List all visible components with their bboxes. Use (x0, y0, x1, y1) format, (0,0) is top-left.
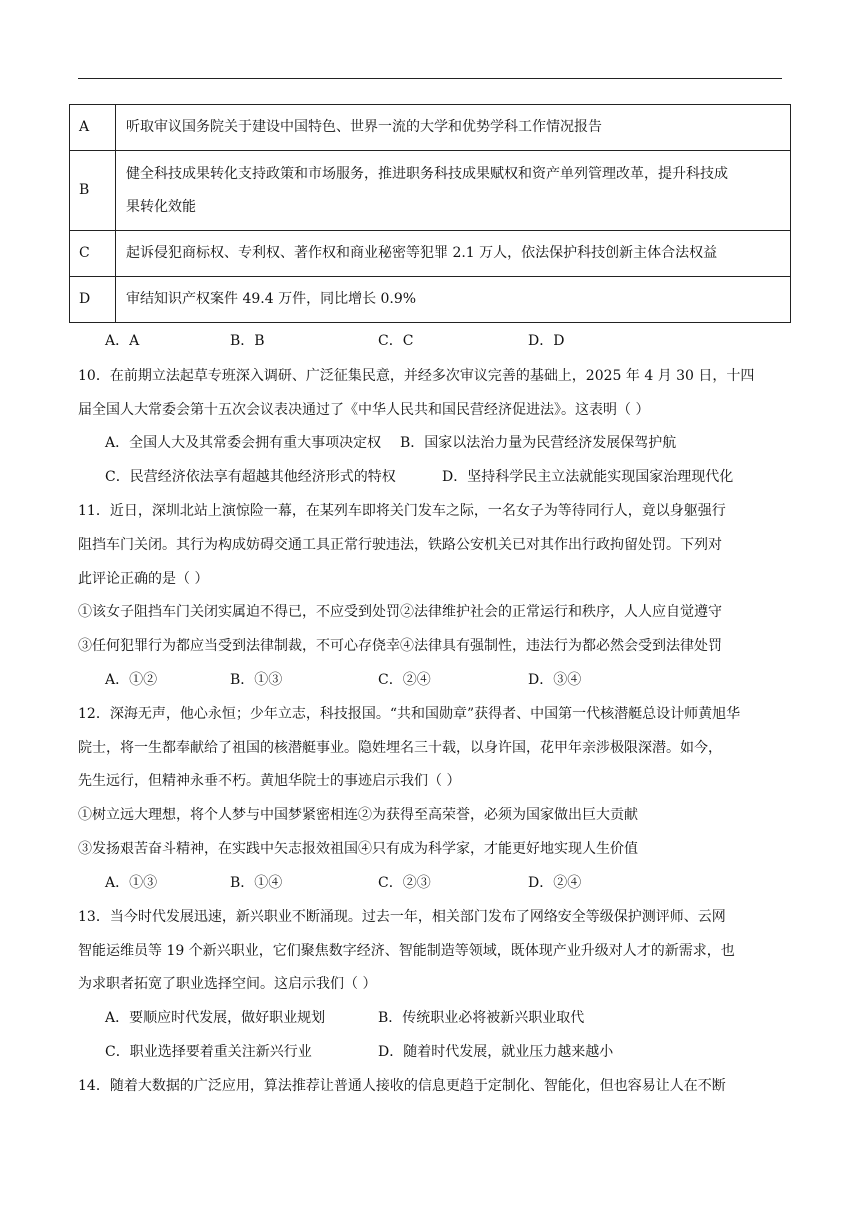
choice-a[interactable]: A．全国人大及其常委会拥有重大事项决定权 (105, 435, 382, 451)
choice-d[interactable]: D．随着时代发展，就业压力越来越小 (378, 1044, 614, 1060)
table-row (70, 231, 791, 277)
q12-stem-line: 先生远行，但精神永垂不朽。黄旭华院士的事迹启示我们（ ） (78, 773, 461, 789)
q13-stem-line: 智能运维员等 19 个新兴职业，它们聚焦数字经济、智能制造等领域，既体现产业升级对人才的新需求，也 (78, 943, 735, 959)
q11-statement: ①该女子阻挡车门关闭实属迫不得已，不应受到处罚②法律维护社会的正常运行和秩序，人人应自觉遵守 (78, 604, 722, 620)
choice-c[interactable]: C．②③ (378, 875, 431, 891)
q11-statement: ③任何犯罪行为都应当受到法律制裁，不可心存侥幸④法律具有强制性，违法行为都必然会受到法律处罚 (78, 638, 722, 654)
choice-d[interactable]: D．③④ (528, 672, 582, 688)
row-text: 审结知识产权案件 49.4 万件，同比增长 0.9% (116, 277, 791, 323)
choice-d[interactable]: D．②④ (528, 875, 582, 891)
table-row (70, 151, 791, 231)
row-text: 起诉侵犯商标权、专利权、著作权和商业秘密等犯罪 2.1 万人，依法保护科技创新主体合法权益 (116, 231, 791, 277)
table-row (70, 277, 791, 323)
choice-c[interactable]: C．民营经济依法享有超越其他经济形式的特权 (105, 469, 396, 485)
header-rule (78, 78, 782, 79)
q11-stem-line: 此评论正确的是（ ） (78, 571, 209, 587)
choice-a[interactable]: A．①③ (105, 875, 158, 891)
choice-b[interactable]: B．传统职业必将被新兴职业取代 (378, 1010, 585, 1026)
choice-b[interactable]: B．B (230, 333, 265, 349)
options-table (69, 104, 791, 323)
q12-stem-line: 院士，将一生都奉献给了祖国的核潜艇事业。隐姓埋名三十载，以身许国，花甲年亲涉极限深潜。如今， (78, 740, 722, 756)
row-letter: D (70, 277, 116, 323)
choice-b[interactable]: B．①④ (230, 875, 283, 891)
row-text-line: 健全科技成果转化支持政策和市场服务，推进职务科技成果赋权和资产单列管理改革，提升科技成 (126, 165, 728, 182)
choice-b[interactable]: B．①③ (230, 672, 283, 688)
row-letter: A (70, 105, 116, 151)
row-letter: B (70, 151, 116, 231)
choice-a[interactable]: A．A (105, 333, 140, 349)
choice-c[interactable]: C．C (378, 333, 414, 349)
table-row (70, 105, 791, 151)
q12-statement: ①树立远大理想，将个人梦与中国梦紧密相连②为获得至高荣誉，必须为国家做出巨大贡献 (78, 807, 638, 823)
row-text: 听取审议国务院关于建设中国特色、世界一流的大学和优势学科工作情况报告 (116, 105, 791, 151)
q11-stem-line: 阻挡车门关闭。其行为构成妨碍交通工具正常行驶违法，铁路公安机关已对其作出行政拘留处罚。下列对 (78, 537, 722, 553)
q13-stem-line: 13．当今时代发展迅速，新兴职业不断涌现。过去一年，相关部门发布了网络安全等级保护测评师、云网 (78, 909, 726, 925)
row-letter: C (70, 231, 116, 277)
q14-stem-line: 14．随着大数据的广泛应用，算法推荐让普通人接收的信息更趋于定制化、智能化，但也容易让人在不断 (78, 1078, 726, 1094)
q11-stem-line: 11．近日，深圳北站上演惊险一幕，在某列车即将关门发车之际，一名女子为等待同行人，竟以身躯强行 (78, 503, 726, 519)
choice-c[interactable]: C．②④ (378, 672, 431, 688)
q10-stem-line: 10．在前期立法起草专班深入调研、广泛征集民意，并经多次审议完善的基础上，2025 年 4 月 30 日，十四 (78, 368, 755, 384)
q10-stem-line: 届全国人大常委会第十五次会议表决通过了《中华人民共和国民营经济促进法》。这表明（ ） (78, 402, 650, 418)
row-text (116, 151, 791, 231)
choice-b[interactable]: B．国家以法治力量为民营经济发展保驾护航 (400, 435, 677, 451)
q13-stem-line: 为求职者拓宽了职业选择空间。这启示我们（ ） (78, 976, 377, 992)
choice-a[interactable]: A．要顺应时代发展，做好职业规划 (105, 1010, 326, 1026)
choice-c[interactable]: C．职业选择要着重关注新兴行业 (105, 1044, 312, 1060)
choice-a[interactable]: A．①② (105, 672, 158, 688)
q12-stem-line: 12．深海无声，他心永恒；少年立志，科技报国。“共和国勋章”获得者、中国第一代核潜艇总设计师黄旭华 (78, 706, 741, 722)
q12-statement: ③发扬艰苦奋斗精神，在实践中矢志报效祖国④只有成为科学家，才能更好地实现人生价值 (78, 841, 638, 857)
row-text-line: 果转化效能 (126, 198, 196, 215)
choice-d[interactable]: D．D (528, 333, 565, 349)
choice-d[interactable]: D．坚持科学民主立法就能实现国家治理现代化 (442, 469, 734, 485)
